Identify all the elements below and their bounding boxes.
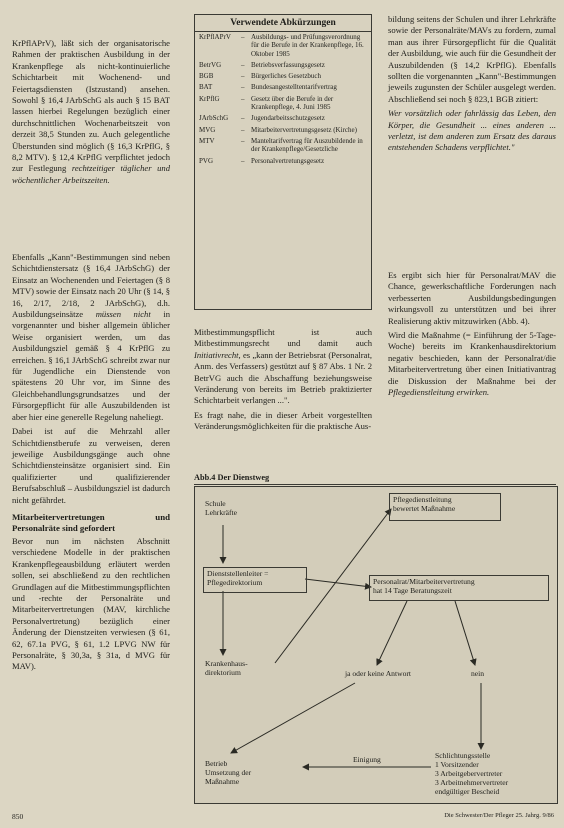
journal-footer: Die Schwester/Der Pfleger 25. Jahrg. 9/86 bbox=[444, 812, 554, 819]
abbreviation-dash: – bbox=[241, 94, 245, 103]
abbreviation-key: MVG bbox=[199, 125, 216, 134]
abbreviation-value: Manteltarifvertrag für Auszubildende in der Krankenpflege/Gesetzliche bbox=[251, 136, 363, 154]
abbreviation-value: Bundesangestelltentarifvertrag bbox=[251, 83, 337, 92]
paragraph: Wird die Maßnahme (= Einführung der 5-Tage-Woche) bereits im Krankenhausdirektorium negativ beschieden, kann der Personalrat/die Mitarbeitervertretung über einen Initiativantrag die Diskussion der Maßnahme bei der Pflegedienstleitung erwirken. bbox=[388, 330, 556, 398]
abbreviation-value: Betriebsverfassungsgesetz bbox=[251, 60, 325, 69]
paragraph: Ebenfalls „Kann"-Bestimmungen sind neben Schichtdienstersatz (§ 16,4 JArbSchG) der Einsatz an Wochenenden und Feiertagen (§ 8 MTV) sowie der Einsatz nach 20 Uhr (§ 14, § 16, 2/17, 2/18, 2 JArbSchG), d.h. Ausbildungseinsätze müssen nicht in vorgenannter und bisher allgemein üblicher Weise organisiert werden, um das Ausbildungsziel gemäß § 4 KrPflG zu erreichen. § 16,1 JArbSchG schreibt zwar nur für Jugendliche ein Dienstende von spätestens 20 Uhr vor, im Sinne des Gleichbehandlungsgrundsatzes und der Fürsorgepflicht für alle Auszubildenden ist aber hier eine generelle Regelung naheliegt. bbox=[12, 252, 170, 422]
node-nein: nein bbox=[471, 669, 485, 678]
node-direktorium: Krankenhaus- direktorium bbox=[205, 659, 248, 677]
paragraph: Dabei ist auf die Mehrzahl aller Schichtdienstberufe zu verweisen, deren jeweilige Ausbildungsgänge auch ohne Schichtdiensteinsätze organisiert sind. Ein qualifizierter und qualifizierender Berufsabschluß – Ausbildungsziel ist dadurch nicht gefährdet. bbox=[12, 426, 170, 505]
abbreviation-dash: – bbox=[241, 136, 245, 145]
page-number: 850 bbox=[12, 812, 24, 821]
abbreviation-value: Mitarbeitervertretungsgesetz (Kirche) bbox=[251, 125, 357, 134]
abbreviations-list bbox=[195, 33, 371, 165]
abbreviation-key: KrPflAPrV bbox=[199, 33, 231, 41]
arrow-dienststelle-personalrat bbox=[305, 579, 371, 587]
abbreviation-key: BGB bbox=[199, 72, 214, 81]
abbreviation-row bbox=[199, 33, 367, 58]
arrow-personalrat-ja bbox=[377, 601, 407, 665]
abbreviation-row bbox=[199, 72, 367, 80]
abbreviations-title: Verwendete Abkürzungen bbox=[195, 15, 371, 32]
node-schule: Schule Lehrkräfte bbox=[205, 499, 238, 517]
abbreviation-value: Gesetz über die Berufe in der Krankenpflege, 4. Juni 1985 bbox=[251, 94, 334, 112]
column-right-top bbox=[388, 14, 556, 157]
column-left-top bbox=[12, 38, 170, 189]
quote: Wer vorsätzlich oder fahrlässig das Leben, den Körper, die Gesundheit ... eines anderen ... verletzt, ist dem anderen zum Ersatz des daraus entstehenden Schadens verpflichtet." bbox=[388, 108, 556, 153]
abbreviation-dash: – bbox=[241, 60, 245, 69]
abbreviation-key: KrPflG bbox=[199, 94, 220, 103]
abbreviation-value: Personalvertretungsgesetz bbox=[251, 156, 325, 165]
arrow-ja-betrieb bbox=[231, 683, 355, 753]
abbreviation-row bbox=[199, 95, 367, 112]
abbreviation-key: PVG bbox=[199, 156, 214, 165]
abbreviation-dash: – bbox=[241, 125, 245, 134]
abbreviation-key: MTV bbox=[199, 136, 215, 145]
node-keine-antwort: ja oder keine Antwort bbox=[345, 669, 412, 678]
node-pdl: Pflegedienstleitung bewertet Maßnahme bbox=[393, 495, 456, 513]
abbreviation-row bbox=[199, 114, 367, 122]
abbreviation-value: Bürgerliches Gesetzbuch bbox=[251, 72, 322, 81]
flow-diagram bbox=[194, 486, 558, 804]
abbreviation-dash: – bbox=[241, 156, 245, 165]
abbreviation-dash: – bbox=[241, 72, 245, 81]
column-left-bottom bbox=[12, 252, 170, 676]
node-schlichtung: Schlichtungsstelle 1 Vorsitzender 3 Arbeitgebervertreter 3 Arbeitnehmervertreter endgültiger Bescheid bbox=[435, 751, 509, 796]
abbreviation-dash: – bbox=[241, 114, 245, 123]
abbreviation-row bbox=[199, 126, 367, 134]
abbreviation-value: Jugendarbeitsschutzgesetz bbox=[251, 114, 325, 123]
paragraph: Es fragt nahe, die in dieser Arbeit vorgestellten Veränderungsmöglichkeiten für die praktische Aus- bbox=[194, 409, 372, 432]
column-middle bbox=[194, 327, 372, 436]
paragraph: KrPflAPrV), läßt sich der organisatorische Rahmen der praktischen Ausbildung in der Krankenpflege als nicht-kontinuierliche Schichtarbeit mit Wochenend- und Feiertagsdiensten (Istzustand) ansehen. Sowohl § 16,4 JArbSchG als auch § 15 BAT lassen hierbei Regelungen bezüglich einer durchschnittlichen Wochenarbeitszeit von derzeit 38,5 Stunden zu. Auch gelegentliche Überstunden sind möglich (§ 16,3 KrPflG, § 8,2 MTV). § 12,4 KrPflG verpflichtet jedoch zur Festlegung rechtzeitiger täglicher und wöchentlicher Arbeitszeiten. bbox=[12, 38, 170, 185]
abbreviation-row bbox=[199, 157, 367, 165]
abbreviation-key: BAT bbox=[199, 83, 213, 92]
abbreviation-row bbox=[199, 83, 367, 91]
column-right-bottom bbox=[388, 270, 556, 401]
abbreviation-key: JArbSchG bbox=[199, 114, 229, 123]
node-einigung: Einigung bbox=[353, 755, 381, 764]
section-heading: Mitarbeitervertretungen und Personalräte sind gefordert bbox=[12, 511, 170, 533]
paragraph: Bevor nun im nächsten Abschnitt verschiedene Modelle in der praktischen Krankenpflegeausbildung erläutert werden sollen, sei abschließend zu den rechtlichen Grundlagen auf die Mitbestimmungspflichten und -rechte der Personalräte und Mitarbeitervertretungen (MAV, kirchliche Personalvertretung) bezüglich einer Änderung der Dienstzeiten verwiesen (§ 61, 62, 67.1a PVG, § 61, 1.2 LPVG NW für Personalräte, § 30,3a, § 31a, d MVG für MAV). bbox=[12, 535, 170, 672]
paragraph: Mitbestimmungspflicht ist auch Mitbestimmungsrecht und damit auch Initiativrecht, es „kann der Betriebsrat (Personalrat, Anm. des Verfassers) gestützt auf § 87 Abs. 1 Nr. 2 BetrVG auch die Abschaffung beziehungsweise Veränderung von bereits im Betrieb praktizierter Schichtarbeit verlangen ...". bbox=[194, 327, 372, 406]
abbreviation-key: BetrVG bbox=[199, 60, 222, 69]
abbreviation-row bbox=[199, 61, 367, 69]
node-betrieb: Betrieb Umsetzung der Maßnahme bbox=[205, 759, 252, 786]
node-dienststelle: Dienststellenleiter = Pflegedirektorium bbox=[207, 569, 269, 587]
abbreviation-dash: – bbox=[241, 33, 245, 41]
node-personalrat: Personalrat/Mitarbeitervertretung hat 14 Tage Beratungszeit bbox=[373, 577, 475, 595]
paragraph: bildung seitens der Schulen und ihrer Lehrkräfte sowie der Personalräte/MAVs zu fordern, zumal man aus ihrer Fürsorgepflicht für die Qualität der Ausbildung, wie auch für die Gesundheit der Auszubildenden (§ 14,2 KrPflG). Ebenfalls sollten die vorgenannten „Kann"-Bestimmungen jeweils zugunsten der Schüler ausgelegt werden. Abschließend sei noch § 823,1 BGB zitiert: bbox=[388, 14, 556, 104]
abbreviation-row bbox=[199, 137, 367, 154]
abbreviation-dash: – bbox=[241, 83, 245, 92]
figure-heading: Abb.4 Der Dienstweg bbox=[194, 473, 556, 485]
paragraph: Es ergibt sich hier für Personalrat/MAV die Chance, gewerkschaftliche Forderungen nach verbesserten Ausbildungsbedingungen wirkungsvoll zu unterstützen und bei ihrer Realisierung aktiv mitzuwirken (Abb. 4). bbox=[388, 270, 556, 326]
abbreviation-value: Ausbildungs- und Prüfungsverordnung für die Berufe in der Krankenpflege, 16. Oktober 1985 bbox=[251, 33, 364, 58]
abbreviations-box bbox=[194, 14, 372, 310]
arrow-personalrat-nein bbox=[455, 601, 475, 665]
